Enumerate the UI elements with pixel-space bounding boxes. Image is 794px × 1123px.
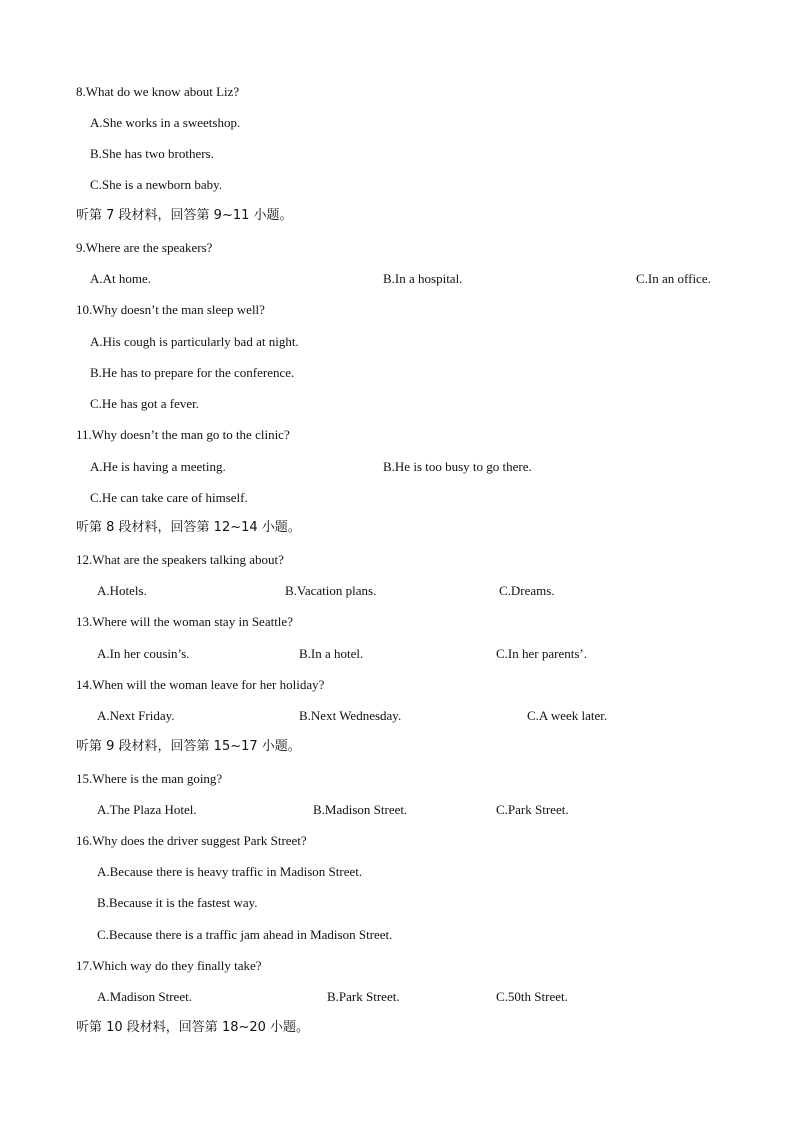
q8-option-c: C.She is a newborn baby. (90, 177, 223, 192)
question-8: 8.What do we know about Liz? (76, 84, 240, 99)
question-16: 16.Why does the driver suggest Park Street? (76, 833, 307, 848)
q13-option-c: C.In her parents’. (496, 646, 587, 661)
question-13: 13.Where will the woman stay in Seattle? (76, 614, 293, 629)
q11-option-a: A.He is having a meeting. (90, 459, 226, 474)
q15-option-b: B.Madison Street. (313, 802, 408, 817)
q12-option-c: C.Dreams. (499, 583, 555, 598)
q14-option-c: C.A week later. (527, 708, 608, 723)
q17-option-b: B.Park Street. (327, 989, 400, 1004)
q17-option-a: A.Madison Street. (97, 989, 192, 1004)
q8-option-a: A.She works in a sweetshop. (90, 115, 241, 130)
question-12: 12.What are the speakers talking about? (76, 552, 284, 567)
q15-option-a: A.The Plaza Hotel. (97, 802, 197, 817)
q9-option-a: A.At home. (90, 271, 152, 286)
section-10-heading: 听第 10 段材料，回答第 18~20 小题。 (76, 1020, 310, 1035)
section-9-heading: 听第 9 段材料，回答第 15~17 小题。 (76, 739, 301, 754)
question-11: 11.Why doesn’t the man go to the clinic? (76, 427, 290, 442)
q13-option-a: A.In her cousin’s. (97, 646, 190, 661)
question-15: 15.Where is the man going? (76, 771, 223, 786)
section-8-heading: 听第 8 段材料，回答第 12~14 小题。 (76, 520, 301, 535)
q16-option-a: A.Because there is heavy traffic in Madison Street. (97, 864, 363, 879)
q10-option-a: A.His cough is particularly bad at night. (90, 334, 299, 349)
q14-option-b: B.Next Wednesday. (299, 708, 402, 723)
q9-option-b: B.In a hospital. (383, 271, 463, 286)
q12-option-a: A.Hotels. (97, 583, 147, 598)
q8-option-b: B.She has two brothers. (90, 146, 214, 161)
q16-option-b: B.Because it is the fastest way. (97, 895, 258, 910)
q10-option-c: C.He has got a fever. (90, 396, 200, 411)
question-17: 17.Which way do they finally take? (76, 958, 262, 973)
q13-option-b: B.In a hotel. (299, 646, 364, 661)
question-14: 14.When will the woman leave for her holiday? (76, 677, 325, 692)
q11-option-b: B.He is too busy to go there. (383, 459, 532, 474)
q14-option-a: A.Next Friday. (97, 708, 175, 723)
question-9: 9.Where are the speakers? (76, 240, 213, 255)
q17-option-c: C.50th Street. (496, 989, 568, 1004)
q15-option-c: C.Park Street. (496, 802, 569, 817)
section-7-heading: 听第 7 段材料，回答第 9~11 小题。 (76, 208, 293, 223)
q9-option-c: C.In an office. (636, 271, 711, 286)
q12-option-b: B.Vacation plans. (285, 583, 377, 598)
q11-option-c: C.He can take care of himself. (90, 490, 248, 505)
question-10: 10.Why doesn’t the man sleep well? (76, 302, 265, 317)
q16-option-c: C.Because there is a traffic jam ahead in Madison Street. (97, 927, 393, 942)
q10-option-b: B.He has to prepare for the conference. (90, 365, 295, 380)
